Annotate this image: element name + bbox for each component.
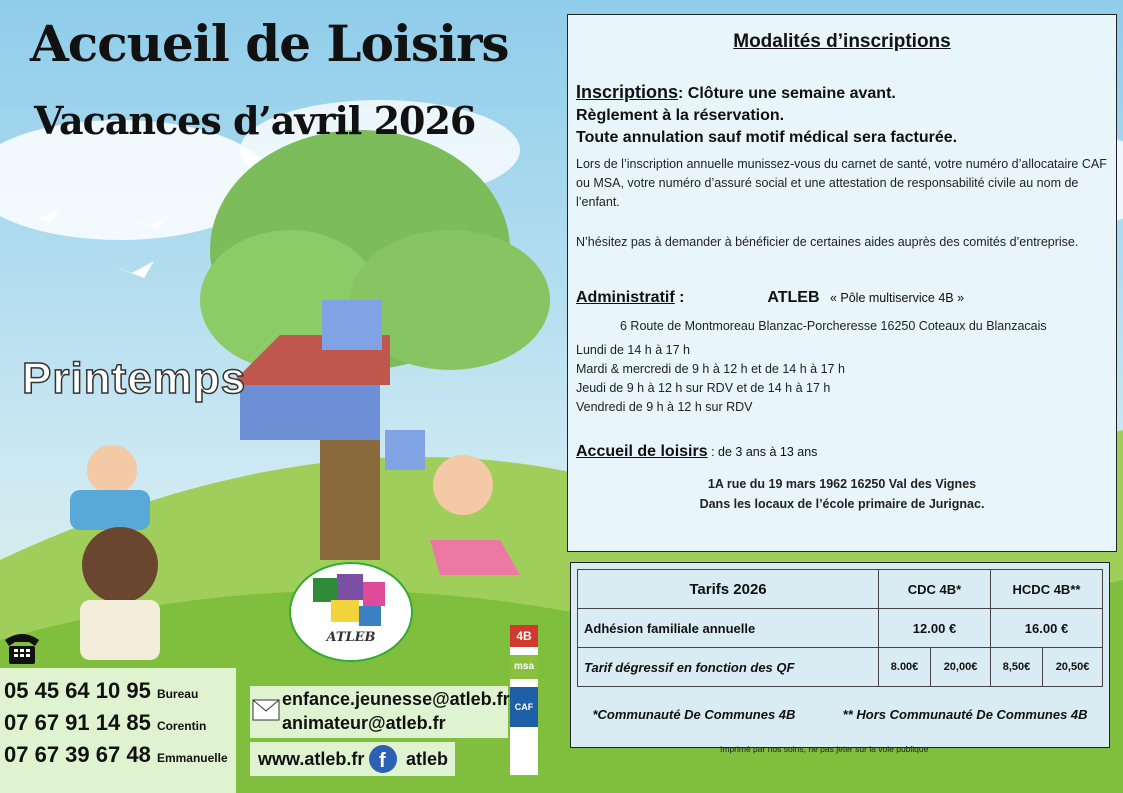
telephone-icon bbox=[2, 628, 42, 668]
phone-number: 07 67 91 14 85 bbox=[4, 710, 151, 735]
print-note: Imprimé par nos soins, ne pas jeter sur la voie publique bbox=[720, 744, 929, 754]
table-row bbox=[578, 570, 1103, 609]
email-box bbox=[250, 686, 508, 738]
opening-hours bbox=[576, 341, 845, 417]
closing-rule: : Clôture une semaine avant. bbox=[678, 85, 896, 102]
registration-rules bbox=[576, 81, 957, 149]
accueil-section bbox=[576, 443, 817, 461]
tariffs-header: Tarifs 2026 bbox=[578, 570, 879, 609]
page-subtitle: Vacances d’avril 2026 bbox=[34, 98, 476, 143]
admin-org: ATLEB bbox=[767, 289, 820, 306]
registration-panel bbox=[567, 14, 1117, 552]
accueil-label: Accueil de loisirs bbox=[576, 443, 708, 460]
tariffs-panel bbox=[570, 562, 1110, 748]
partner-logos bbox=[510, 625, 538, 775]
degressif-hcdc-max: 20,50€ bbox=[1043, 648, 1103, 687]
accueil-address-2: Dans les locaux de l’école primaire de Jurignac. bbox=[699, 497, 985, 511]
web-box bbox=[250, 742, 455, 776]
phone-name: Bureau bbox=[156, 687, 199, 701]
partner-msa-logo: msa bbox=[510, 655, 538, 679]
degressif-hcdc-min: 8,50€ bbox=[990, 648, 1042, 687]
table-row bbox=[578, 609, 1103, 648]
phone-number: 05 45 64 10 95 bbox=[4, 678, 151, 703]
degressif-label: Tarif dégressif en fonction des QF bbox=[578, 648, 879, 687]
partner-4b-logo: 4B bbox=[510, 625, 538, 647]
table-row bbox=[578, 648, 1103, 687]
cancellation-rule: Toute annulation sauf motif médical sera facturée. bbox=[576, 129, 958, 146]
adhesion-cdc: 12.00 € bbox=[879, 609, 991, 648]
adhesion-hcdc: 16.00 € bbox=[990, 609, 1102, 648]
degressif-cdc-min: 8.00€ bbox=[879, 648, 931, 687]
email-enfance[interactable]: enfance.jeunesse@atleb.fr bbox=[282, 689, 510, 709]
hours-tue-wed: Mardi & mercredi de 9 h à 12 h et de 14 h à 17 h bbox=[576, 362, 845, 376]
phone-bureau[interactable] bbox=[4, 678, 198, 704]
admin-colon: : bbox=[674, 289, 685, 306]
cdc-header: CDC 4B* bbox=[879, 570, 991, 609]
phone-name: Emmanuelle bbox=[156, 751, 228, 765]
degressif-cdc-max: 20,00€ bbox=[931, 648, 991, 687]
tariff-notes bbox=[571, 707, 1109, 722]
registration-heading: Modalités d’inscriptions bbox=[733, 31, 951, 52]
email-icon bbox=[252, 696, 280, 722]
logo-text: ATLEB bbox=[326, 630, 376, 645]
admin-section bbox=[576, 289, 964, 307]
phone-emmanuelle[interactable] bbox=[4, 742, 228, 768]
email-animateur[interactable]: animateur@atleb.fr bbox=[282, 713, 446, 733]
phone-number: 07 67 39 67 48 bbox=[4, 742, 151, 767]
note-cdc: *Communauté De Communes 4B bbox=[592, 707, 796, 722]
admin-label: Administratif bbox=[576, 289, 675, 306]
inscriptions-label: Inscriptions bbox=[576, 82, 679, 102]
hours-monday: Lundi de 14 h à 17 h bbox=[576, 343, 690, 357]
page-title: Accueil de Loisirs bbox=[30, 14, 509, 73]
facebook-icon[interactable] bbox=[368, 744, 398, 774]
documents-paragraph: Lors de l’inscription annuelle munissez-vous du carnet de santé, votre numéro d’allocataire CAF ou MSA, votre numéro d’assuré social et une attestation de responsabilité civile au nom de l’enfant. bbox=[576, 157, 1107, 209]
website-link[interactable]: www.atleb.fr bbox=[258, 749, 365, 769]
svg-text:f: f bbox=[379, 750, 386, 772]
tariffs-table bbox=[577, 569, 1103, 687]
note-hcdc: ** Hors Communauté De Communes 4B bbox=[842, 707, 1088, 722]
season-label: Printemps bbox=[22, 354, 247, 403]
partner-caf-logo: CAF bbox=[510, 687, 538, 727]
hours-thursday: Jeudi de 9 h à 12 h sur RDV et de 14 h à 17 h bbox=[576, 381, 831, 395]
atleb-logo bbox=[289, 562, 413, 662]
payment-rule: Règlement à la réservation. bbox=[576, 107, 785, 124]
aid-paragraph: N’hésitez pas à demander à bénéficier de certaines aides auprès des comités d’entreprise. bbox=[576, 235, 1079, 249]
accueil-address-1: 1A rue du 19 mars 1962 16250 Val des Vignes bbox=[707, 477, 977, 491]
phone-name: Corentin bbox=[156, 719, 207, 733]
accueil-ages: : de 3 ans à 13 ans bbox=[707, 445, 818, 459]
facebook-link[interactable]: atleb bbox=[406, 749, 449, 769]
adhesion-label: Adhésion familiale annuelle bbox=[578, 609, 879, 648]
hcdc-header: HCDC 4B** bbox=[990, 570, 1102, 609]
puzzle-icon bbox=[291, 564, 411, 660]
phone-list bbox=[0, 668, 236, 793]
phone-corentin[interactable] bbox=[4, 710, 206, 736]
admin-address: 6 Route de Montmoreau Blanzac-Porcheresse 16250 Coteaux du Blanzacais bbox=[620, 319, 1047, 333]
hours-friday: Vendredi de 9 h à 12 h sur RDV bbox=[576, 400, 753, 414]
admin-pole: « Pôle multiservice 4B » bbox=[829, 291, 965, 305]
